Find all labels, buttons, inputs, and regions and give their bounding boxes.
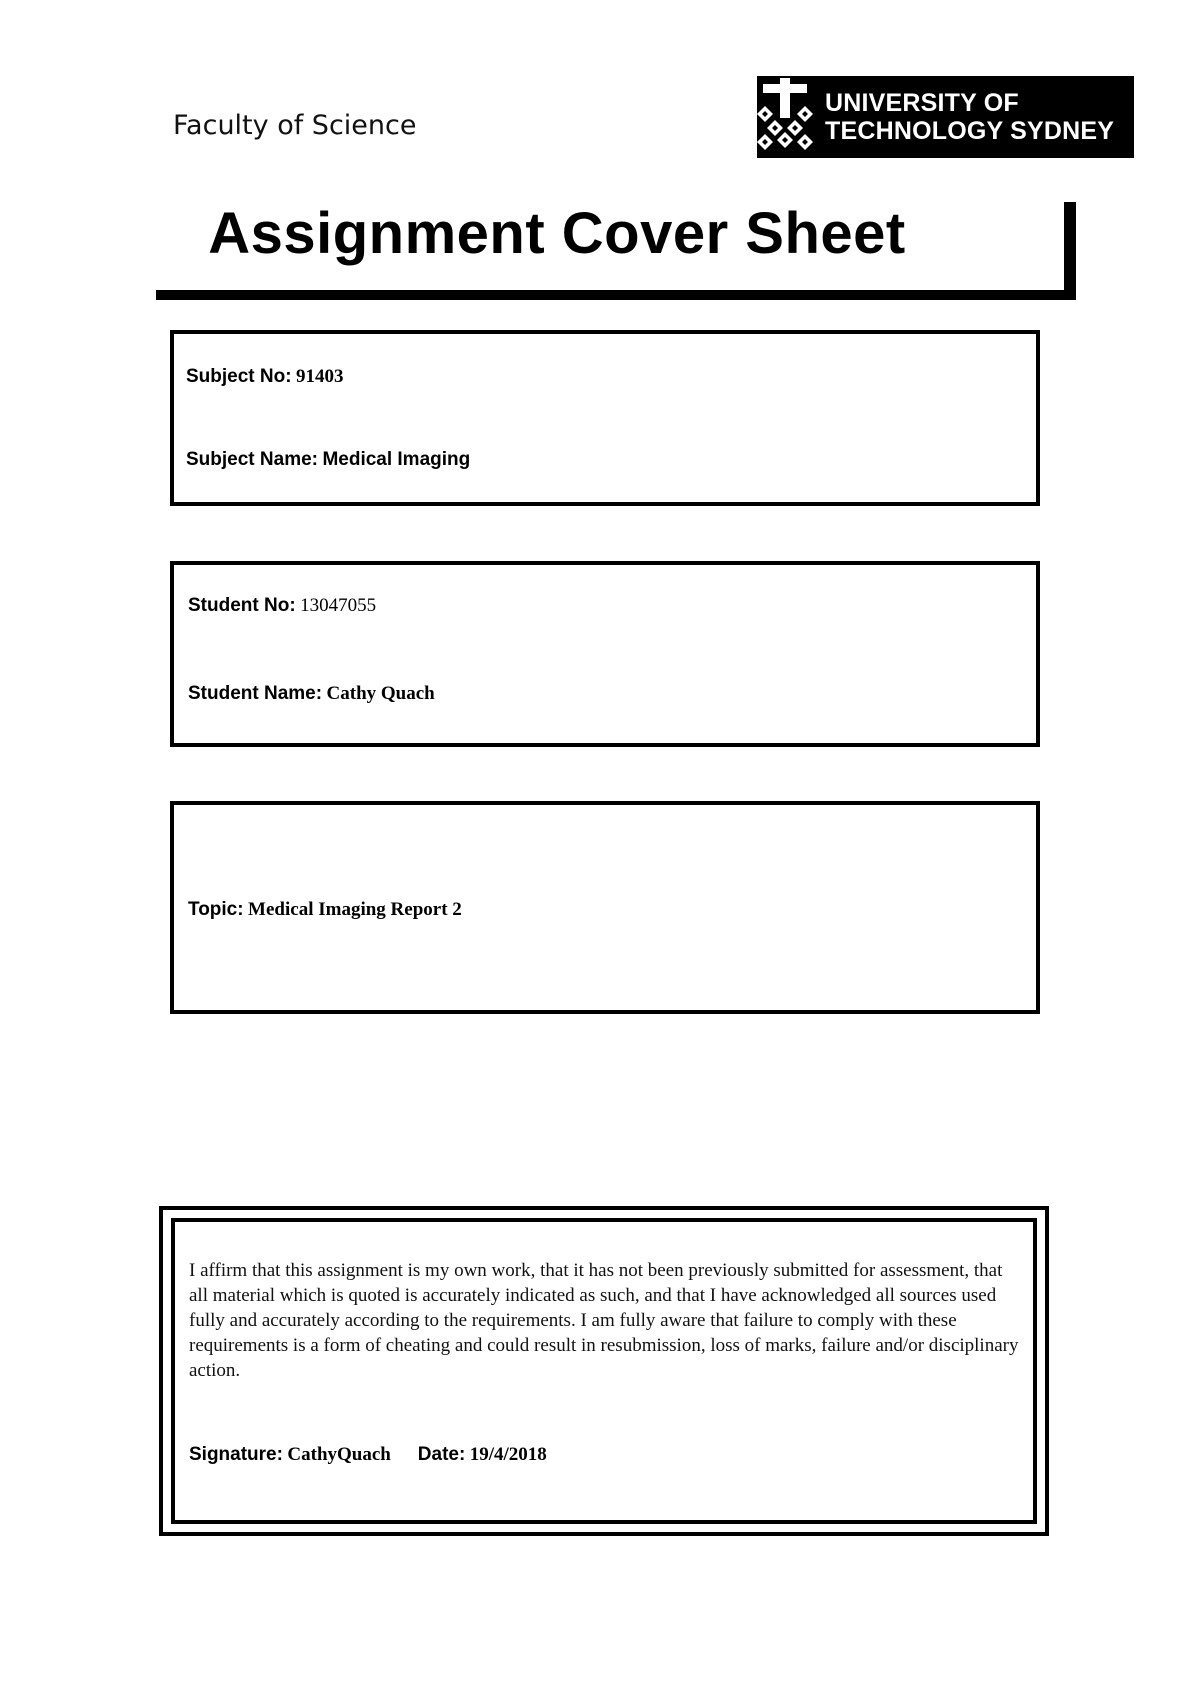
title-side-rule — [1064, 202, 1076, 300]
university-logo — [757, 76, 1134, 158]
subject-name-value: Medical Imaging — [322, 449, 471, 470]
signature-value: CathyQuach — [287, 1444, 391, 1465]
subject-number-label: Subject No: — [186, 366, 292, 387]
subject-box — [170, 330, 1040, 506]
student-name-value: Cathy Quach — [326, 683, 435, 704]
subject-name-label: Subject Name: — [186, 449, 318, 470]
subject-number-field — [186, 366, 344, 388]
student-name-label: Student Name: — [188, 683, 323, 704]
university-name — [825, 89, 1114, 145]
date-value: 19/4/2018 — [469, 1444, 547, 1465]
subject-name-field — [186, 449, 470, 471]
declaration-text: I affirm that this assignment is my own work, that it has not been previously submitted for assessment, that all material which is quoted is accurately indicated as such, and that I have acknowledged all sources used fully and accurately according to the requirements. I am fully aware that failure to comply with these requirements is a form of cheating and could result in resubmission, loss of marks, failure and/or disciplinary action. — [189, 1260, 1019, 1381]
signature-row — [189, 1444, 547, 1466]
student-name-field — [188, 683, 435, 705]
student-number-field — [188, 595, 376, 617]
uts-emblem-icon — [757, 76, 813, 158]
topic-label: Topic: — [188, 899, 244, 920]
logo-line-2: TECHNOLOGY SYDNEY — [825, 117, 1115, 145]
topic-box — [170, 801, 1040, 1014]
declaration-inner-border — [171, 1218, 1037, 1524]
student-number-label: Student No: — [188, 595, 296, 616]
topic-value: Medical Imaging Report 2 — [248, 899, 462, 920]
page-title: Assignment Cover Sheet — [208, 201, 906, 266]
title-underline — [156, 290, 1076, 300]
declaration-box — [159, 1206, 1049, 1536]
student-box — [170, 561, 1040, 747]
topic-field — [188, 899, 462, 921]
date-label: Date: — [417, 1444, 466, 1465]
student-number-value: 13047055 — [300, 595, 377, 616]
subject-number-value: 91403 — [296, 366, 344, 387]
signature-label: Signature: — [189, 1444, 283, 1465]
faculty-name: Faculty of Science — [173, 110, 417, 141]
logo-line-1: UNIVERSITY OF — [825, 89, 1019, 117]
